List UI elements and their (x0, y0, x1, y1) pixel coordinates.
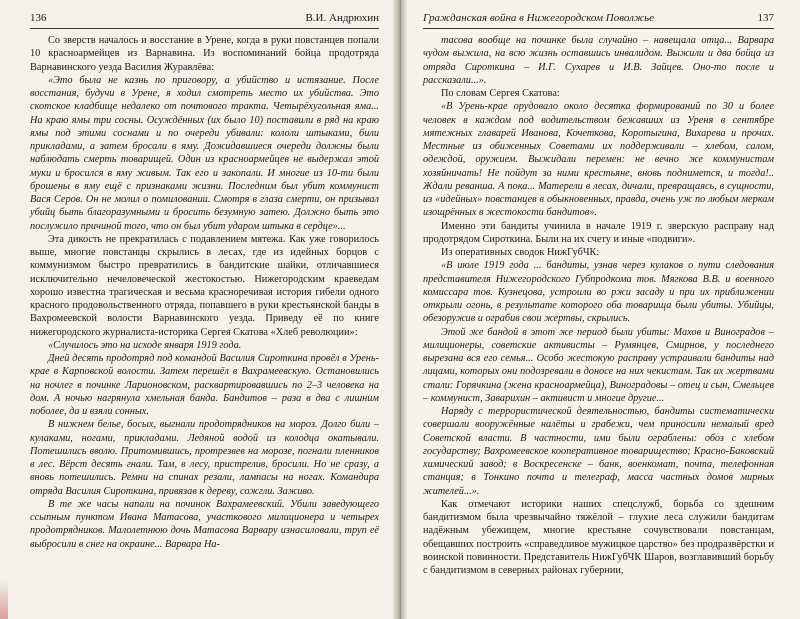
quoted-paragraph: В те же часы напали на починок Вахрамеевский. Убили заведующего ссыпным пунктом Ивана Матасова, участкового милиционера и четырех продотрядников. Малолетнюю дочь Матасова Варвару изнасиловали, труп её выбросили в снег на окраине... Варвара На- (30, 498, 379, 550)
body-paragraph: Из оперативных сводок НижГубЧК: (441, 247, 600, 258)
right-running-head (423, 12, 774, 29)
body-paragraph: По словам Сергея Скатова: (441, 88, 560, 99)
left-running-head (30, 12, 379, 29)
quoted-paragraph: В нижнем белье, босых, выгнали продотрядников на мороз. Долго били – кулаками, ногами, прикладами. Ледяной водой из колодца окатывали. Потешились вволю. Притомившись, протрезвев на морозе, погнали пленников в лес. Вёрст десять гнали. Там, в лесу, пристрелив, бросили. Но не сразу, а вновь потешились. Ремни на спинах резали, лампасы на ногах. Командира отряда Василия Сироткина, привязав к дереву, сожгли. Заживо. (30, 419, 379, 497)
left-page (0, 0, 393, 619)
quoted-paragraph: Наряду с террористической деятельностью, бандиты систематически совершали вооружённые налёты и грабежи, чем приносили немалый вред Советской власти. В частности, ими были ограблены: обоз с хлебом государству; Вахромеевское кооперативное товарищество; Красно-Баковский химический завод; в Воскресенске – банк, военкомат, почта, телефонная станция; в Тонкино почта и телеграф, масса частных домов мирных жителей...». (423, 406, 774, 497)
body-paragraph: Со зверств началось и восстание в Урене, когда в руки повстанцев попали 10 красноармейцев из Варнавина. Из воспоминаний бойца продотряда Варнавинского уезда Василия Журавлёва: (30, 35, 379, 73)
running-head-author: В.И. Андрюхин (305, 12, 379, 24)
right-page-body (423, 34, 774, 577)
quoted-paragraph: «Случилось это на исходе января 1919 года. (48, 339, 242, 351)
running-head-title: Гражданская война в Нижегородском Поволжье (423, 12, 654, 24)
quoted-paragraph: «В июле 1919 года ... бандиты, узнав через кулаков о пути следования представителя Нижегородского Губпродкома тов. Мягкова В.В. и военного комиссара тов. Кузнецова, устроили во ржи засаду и при их приближении открыли огонь, в результате которого оба товарища были убиты. Убийцы, обезоружив и ограбив свои жертвы, скрылись. (423, 260, 774, 325)
body-paragraph: Эта дикость не прекратилась с подавлением мятежа. Как уже говорилось выше, многие повстанцы скрылись в лесах, где из идейных борцов с коммунизмом быстро превратились в бандитские шайки, отличавшиеся исключительно нечеловеческой жестокостью. Нижегородским краеведам хорошо известна трагическая и весьма красноречивая история гибели одного красного продовольственного отряда, попавшего в руки крестьянской банды в Вахромеевской волости Варнавинского уезда. Приведу её по книге нижегородского журналиста-историка Сергея Скатова «Хлеб революции»: (30, 233, 379, 338)
quoted-paragraph: тасова вообще на починке была случайно – навещала отца... Варвара чудом выжила, на всю жизнь оставшись инвалидом. Выжили и два бойца из отряда Сироткина – И.Г. Сухарев и И.В. Зайцев. Оно-то после и рассказали...». (423, 35, 774, 86)
left-page-body (30, 34, 379, 551)
body-paragraph: Как отмечают историки наших спецслужб, борьба со здешним бандитизмом была чрезвычайно тяжёлой – глухие леса служили бандитам надёжным убежищем, многие крестьяне сочувствовали повстанцам, обещавших построить «справедливое мужицкое царство» без продразвёрстки и воинской повинности. Представитель НижГубЧК Шаров, возглавивший борьбу с бандитизмом в северных районах губернии, (423, 498, 774, 576)
quoted-paragraph: Этой же бандой в этот же период были убиты: Махов и Виноградов – милиционеры, советские активисты – Румянцев, Смирнов, у последнего вырезана вся его семья... Особо жестокую расправу устраивали бандиты над лицами, которых они подозревали в доносе на них чекистам. Так их жертвами стали: Горячкина (жена красноармейца), Виноградовы – отец и сын, Смельцев – коммунист, Заварихин – активист и многие другие... (423, 326, 774, 404)
page-edge-stain (0, 579, 8, 619)
page-number-left: 136 (30, 12, 47, 24)
body-paragraph: Именно эти бандиты учинила в начале 1919 г. зверскую расправу над продотрядом Сироткина. Были на их счету и иные «подвиги». (423, 220, 774, 245)
quoted-paragraph: «В Урень-крае орудовало около десятка формирований по 30 и более человек в каждом под водительством бежавших из Уреня в сентябре мятежных главарей Иванова, Кочеткова, Коротыгина, Вихарева и прочих. Местные из обиженных Советами их поддерживали – хлебом, салом, одеждой, оружием. Выжидали перемен: не вечно же коммунистам хозяйничать! Не пойдут за ними крестьяне, вновь поднимется, и тогда!.. Ждали реванша. А пока... Матерели в лесах, дичали, превращаясь, в сущности, из «идейных» повстанцев в обыкновенных, правда, очень уж по любым меркам изощрённых в жестокости бандитов». (423, 101, 774, 219)
page-number-right: 137 (757, 12, 774, 24)
quoted-paragraph: «Это была не казнь по приговору, а убийство и истязание. После восстания, будучи в Урене, я ходил смотреть место их убийства. Это скотское кладбище недалеко от почтового тракта. Четырёхугольная яма... На краю ямы три сосны. Осуждённых (их было 10) поставили в ряд на краю ямы под этими соснами и по очереди убивали: кололи штыками, били прикладами, а затем бросали в яму. Дожидавшиеся очереди должны были наблюдать смерть товарищей. Один из красноармейцев не выдержал этой муки и бросился в яму живым. Так его и закопали. И многие из 10-ти были брошены в яму ещё с признаками жизни. Последним был убит коммунист Вася Серов. Он не молил о помиловании. Смотря в глаза смерти, он призывал убийц быть благоразумными и бросить безумную затею. Должно быть это послужило причиной того, что он был убит ударом штыка в сердце»... (30, 74, 379, 232)
book-gutter (393, 0, 407, 619)
quoted-paragraph: Дней десять продотряд под командой Василия Сироткина провёл в Урень-крае в Карповской волости. Затем перешёл в Вахрамеевскую. Остановились на ночлег в починке Ларионовском, расквартировавшись по 2–3 человека на дом. А ночью нагрянула хмельная банда. Бандитов – раза в два с лишним поболее, да и взяли сонных. (30, 353, 379, 417)
right-page (407, 0, 800, 619)
